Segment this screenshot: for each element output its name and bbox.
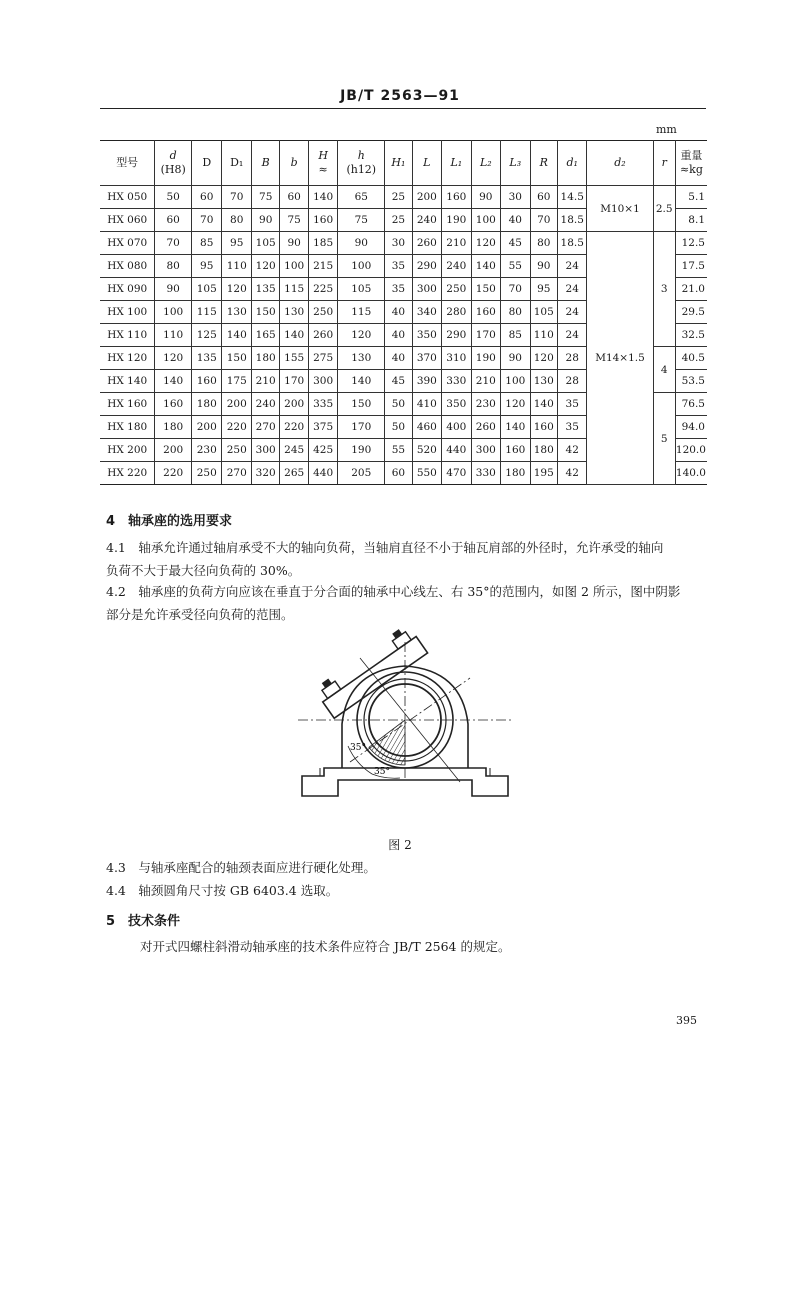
dimension-cell: 155 bbox=[280, 347, 308, 370]
weight-cell: 5.1 bbox=[675, 186, 707, 209]
dimension-cell: 210 bbox=[251, 370, 279, 393]
dimension-cell: 200 bbox=[191, 416, 222, 439]
column-header bbox=[587, 141, 653, 186]
dimension-cell: 180 bbox=[501, 462, 530, 485]
column-header bbox=[222, 141, 251, 186]
weight-cell: 32.5 bbox=[675, 324, 707, 347]
dimension-cell: 550 bbox=[412, 462, 441, 485]
dimension-cell: 55 bbox=[501, 255, 530, 278]
dimension-cell: 165 bbox=[251, 324, 279, 347]
dimension-cell: 125 bbox=[191, 324, 222, 347]
dimension-cell: 220 bbox=[222, 416, 251, 439]
dimension-cell: 60 bbox=[191, 186, 222, 209]
dimension-cell: 105 bbox=[251, 232, 279, 255]
dimension-cell: 245 bbox=[280, 439, 308, 462]
dimension-cell: 35 bbox=[557, 393, 586, 416]
dimension-cell: 180 bbox=[191, 393, 222, 416]
dimension-cell: 24 bbox=[557, 324, 586, 347]
dimension-cell: 250 bbox=[442, 278, 471, 301]
column-header bbox=[675, 141, 707, 186]
dimension-cell: 70 bbox=[501, 278, 530, 301]
dimension-cell: 75 bbox=[280, 209, 308, 232]
column-header bbox=[530, 141, 557, 186]
dimension-cell: 110 bbox=[155, 324, 192, 347]
dimension-cell: 250 bbox=[222, 439, 251, 462]
dimension-cell: 40 bbox=[501, 209, 530, 232]
dimension-cell: 225 bbox=[308, 278, 337, 301]
dimension-cell: 195 bbox=[530, 462, 557, 485]
column-header bbox=[308, 141, 337, 186]
column-header-symbol: h bbox=[357, 149, 365, 163]
dimension-cell: 460 bbox=[412, 416, 441, 439]
dimension-cell: 230 bbox=[471, 393, 500, 416]
dimension-cell: 160 bbox=[501, 439, 530, 462]
weight-cell: 53.5 bbox=[675, 370, 707, 393]
dimension-cell: 90 bbox=[338, 232, 385, 255]
paragraph-4-1-line-1: 4.1 轴承允许通过轴肩承受不大的轴向负荷，当轴肩直径不小于轴瓦肩部的外径时，允许承受的轴向 bbox=[106, 540, 664, 555]
column-header-symbol: D₁ bbox=[230, 156, 244, 170]
dimension-cell: 120 bbox=[471, 232, 500, 255]
dimension-cell: 80 bbox=[155, 255, 192, 278]
dimension-cell: 90 bbox=[501, 347, 530, 370]
dimension-cell: 260 bbox=[308, 324, 337, 347]
dimension-cell: 210 bbox=[471, 370, 500, 393]
column-header bbox=[501, 141, 530, 186]
dimension-cell: 35 bbox=[557, 416, 586, 439]
dimension-cell: 150 bbox=[251, 301, 279, 324]
dimension-cell: 135 bbox=[251, 278, 279, 301]
dimension-cell: 120 bbox=[338, 324, 385, 347]
dimension-cell: 160 bbox=[155, 393, 192, 416]
dimension-cell: 75 bbox=[338, 209, 385, 232]
column-header bbox=[412, 141, 441, 186]
dimension-cell: 250 bbox=[308, 301, 337, 324]
column-header bbox=[280, 141, 308, 186]
weight-cell: 76.5 bbox=[675, 393, 707, 416]
dimension-cell: 24 bbox=[557, 301, 586, 324]
dimension-cell: 70 bbox=[530, 209, 557, 232]
dimension-cell: 100 bbox=[338, 255, 385, 278]
paragraph-4-2-line-1: 4.2 轴承座的负荷方向应该在垂直于分合面的轴承中心线左、右 35°的范围内，如图 2 所示，图中阴影 bbox=[106, 584, 681, 599]
dimension-cell: 270 bbox=[251, 416, 279, 439]
dimension-cell: 150 bbox=[222, 347, 251, 370]
dimension-cell: 130 bbox=[338, 347, 385, 370]
dimension-cell: 100 bbox=[155, 301, 192, 324]
dimension-cell: 105 bbox=[338, 278, 385, 301]
dimension-cell: 42 bbox=[557, 439, 586, 462]
dimension-cell: 150 bbox=[338, 393, 385, 416]
dimension-cell: 210 bbox=[442, 232, 471, 255]
dimension-cell: 120 bbox=[530, 347, 557, 370]
dimension-cell: 140 bbox=[338, 370, 385, 393]
dimension-cell: 60 bbox=[385, 462, 412, 485]
dimension-cell: 340 bbox=[412, 301, 441, 324]
dimension-cell: 115 bbox=[280, 278, 308, 301]
weight-cell: 120.0 bbox=[675, 439, 707, 462]
dimension-cell: 190 bbox=[338, 439, 385, 462]
dimension-cell: 180 bbox=[530, 439, 557, 462]
column-header-symbol: H₁ bbox=[391, 156, 406, 170]
dimension-cell: 65 bbox=[338, 186, 385, 209]
dimension-cell: 60 bbox=[155, 209, 192, 232]
dimension-cell: 200 bbox=[412, 186, 441, 209]
column-header bbox=[471, 141, 500, 186]
column-header bbox=[385, 141, 412, 186]
dimension-cell: 160 bbox=[442, 186, 471, 209]
dimension-cell: 330 bbox=[471, 462, 500, 485]
weight-cell: 8.1 bbox=[675, 209, 707, 232]
dimension-cell: 60 bbox=[280, 186, 308, 209]
dimension-cell: 70 bbox=[222, 186, 251, 209]
column-header bbox=[338, 141, 385, 186]
dimension-cell: 95 bbox=[530, 278, 557, 301]
dimension-cell: 290 bbox=[442, 324, 471, 347]
weight-cell: 21.0 bbox=[675, 278, 707, 301]
dimension-cell: 180 bbox=[251, 347, 279, 370]
dimension-cell: 175 bbox=[222, 370, 251, 393]
dimension-cell: 130 bbox=[280, 301, 308, 324]
table-row bbox=[100, 186, 707, 209]
model-cell: HX 160 bbox=[100, 393, 155, 416]
angle-label-2: 35° bbox=[374, 767, 390, 777]
dimension-cell: 290 bbox=[412, 255, 441, 278]
dimension-cell: 140 bbox=[280, 324, 308, 347]
dimension-cell: 160 bbox=[530, 416, 557, 439]
figure-caption: 图 2 bbox=[388, 838, 412, 852]
dimension-cell: 150 bbox=[471, 278, 500, 301]
dimension-cell: 30 bbox=[501, 186, 530, 209]
dimension-cell: 25 bbox=[385, 209, 412, 232]
dimension-cell: 190 bbox=[442, 209, 471, 232]
dimension-cell: 205 bbox=[338, 462, 385, 485]
model-cell: HX 080 bbox=[100, 255, 155, 278]
radius-r-cell: 5 bbox=[653, 393, 675, 485]
dimension-cell: 120 bbox=[155, 347, 192, 370]
dimension-cell: 220 bbox=[280, 416, 308, 439]
dimension-cell: 24 bbox=[557, 278, 586, 301]
dimension-cell: 105 bbox=[530, 301, 557, 324]
dimension-cell: 370 bbox=[412, 347, 441, 370]
paragraph-4-1 bbox=[106, 536, 710, 582]
dimension-cell: 270 bbox=[222, 462, 251, 485]
paragraph-4-2 bbox=[106, 580, 710, 626]
weight-cell: 17.5 bbox=[675, 255, 707, 278]
thread-d2-cell: M14×1.5 bbox=[587, 232, 653, 485]
weight-cell: 94.0 bbox=[675, 416, 707, 439]
column-header-symbol: L₂ bbox=[479, 156, 492, 170]
column-header-symbol: 重量 bbox=[680, 149, 703, 163]
dimension-cell: 100 bbox=[471, 209, 500, 232]
angle-label-1: 35° bbox=[350, 743, 366, 753]
dimension-cell: 140 bbox=[530, 393, 557, 416]
dimension-cell: 265 bbox=[280, 462, 308, 485]
paragraph-4-2-line-2: 部分是允许承受径向负荷的范围。 bbox=[106, 607, 294, 622]
dimension-cell: 330 bbox=[442, 370, 471, 393]
dimension-cell: 25 bbox=[385, 186, 412, 209]
dimension-cell: 90 bbox=[155, 278, 192, 301]
dimension-cell: 350 bbox=[442, 393, 471, 416]
dimension-cell: 115 bbox=[338, 301, 385, 324]
column-header-symbol: d bbox=[169, 149, 177, 163]
column-header-symbol: d₁ bbox=[566, 156, 578, 170]
dimension-cell: 18.5 bbox=[557, 232, 586, 255]
dimension-cell: 40 bbox=[385, 324, 412, 347]
column-header-symbol: 型号 bbox=[116, 156, 139, 170]
dimension-cell: 375 bbox=[308, 416, 337, 439]
dimension-cell: 230 bbox=[191, 439, 222, 462]
dimension-cell: 335 bbox=[308, 393, 337, 416]
model-cell: HX 120 bbox=[100, 347, 155, 370]
dimension-cell: 105 bbox=[191, 278, 222, 301]
dimension-cell: 50 bbox=[385, 416, 412, 439]
dimension-cell: 135 bbox=[191, 347, 222, 370]
dimension-cell: 185 bbox=[308, 232, 337, 255]
column-header-note: ≈kg bbox=[679, 163, 703, 176]
dimension-cell: 220 bbox=[155, 462, 192, 485]
dimension-cell: 40 bbox=[385, 301, 412, 324]
model-cell: HX 100 bbox=[100, 301, 155, 324]
weight-cell: 140.0 bbox=[675, 462, 707, 485]
column-header-symbol: D bbox=[202, 156, 212, 170]
dimension-cell: 440 bbox=[442, 439, 471, 462]
radius-r-cell: 4 bbox=[653, 347, 675, 393]
column-header bbox=[191, 141, 222, 186]
model-cell: HX 110 bbox=[100, 324, 155, 347]
dimension-cell: 280 bbox=[442, 301, 471, 324]
column-header bbox=[100, 141, 155, 186]
table-header-row bbox=[100, 141, 707, 186]
dimension-cell: 130 bbox=[530, 370, 557, 393]
dimension-cell: 240 bbox=[412, 209, 441, 232]
model-cell: HX 090 bbox=[100, 278, 155, 301]
dimension-cell: 140 bbox=[308, 186, 337, 209]
dimension-cell: 50 bbox=[385, 393, 412, 416]
standard-code: JB/T 2563—91 bbox=[340, 88, 460, 104]
dimension-cell: 170 bbox=[280, 370, 308, 393]
dimension-cell: 90 bbox=[251, 209, 279, 232]
dimension-cell: 180 bbox=[155, 416, 192, 439]
model-cell: HX 200 bbox=[100, 439, 155, 462]
paragraph-4-1-line-2: 负荷不大于最大径向负荷的 30%。 bbox=[106, 563, 301, 578]
dimension-cell: 240 bbox=[442, 255, 471, 278]
column-header-symbol: L₃ bbox=[509, 156, 522, 170]
dimension-cell: 275 bbox=[308, 347, 337, 370]
dimension-cell: 200 bbox=[155, 439, 192, 462]
dimension-cell: 140 bbox=[471, 255, 500, 278]
dimension-cell: 300 bbox=[308, 370, 337, 393]
dimension-cell: 45 bbox=[385, 370, 412, 393]
dimension-cell: 160 bbox=[471, 301, 500, 324]
dimension-cell: 24 bbox=[557, 255, 586, 278]
dimension-cell: 30 bbox=[385, 232, 412, 255]
weight-cell: 12.5 bbox=[675, 232, 707, 255]
column-header-symbol: H bbox=[318, 149, 328, 163]
dimension-cell: 90 bbox=[471, 186, 500, 209]
column-header-symbol: L₁ bbox=[450, 156, 463, 170]
model-cell: HX 140 bbox=[100, 370, 155, 393]
dimension-cell: 55 bbox=[385, 439, 412, 462]
section-5-title: 5 技术条件 bbox=[106, 914, 181, 929]
column-header-note: ≈ bbox=[318, 163, 328, 176]
dimension-cell: 90 bbox=[530, 255, 557, 278]
dimension-cell: 310 bbox=[442, 347, 471, 370]
dimension-cell: 425 bbox=[308, 439, 337, 462]
dimension-cell: 140 bbox=[501, 416, 530, 439]
dimension-cell: 260 bbox=[471, 416, 500, 439]
dimension-cell: 320 bbox=[251, 462, 279, 485]
dimension-cell: 35 bbox=[385, 278, 412, 301]
dimension-cell: 250 bbox=[191, 462, 222, 485]
dimension-cell: 80 bbox=[501, 301, 530, 324]
column-header-symbol: R bbox=[539, 156, 548, 170]
dimension-cell: 100 bbox=[501, 370, 530, 393]
dimension-cell: 120 bbox=[222, 278, 251, 301]
dimension-cell: 520 bbox=[412, 439, 441, 462]
dimension-cell: 470 bbox=[442, 462, 471, 485]
column-header-symbol: b bbox=[290, 156, 298, 170]
dimension-cell: 80 bbox=[530, 232, 557, 255]
column-header-symbol: L bbox=[423, 156, 431, 170]
dimension-cell: 70 bbox=[155, 232, 192, 255]
unit-label: mm bbox=[656, 123, 677, 136]
dimension-cell: 140 bbox=[155, 370, 192, 393]
dimension-cell: 300 bbox=[251, 439, 279, 462]
dimension-cell: 80 bbox=[222, 209, 251, 232]
column-header bbox=[155, 141, 192, 186]
column-header bbox=[653, 141, 675, 186]
dimension-cell: 95 bbox=[222, 232, 251, 255]
column-header bbox=[442, 141, 471, 186]
header-rule bbox=[100, 108, 706, 109]
dimension-cell: 85 bbox=[191, 232, 222, 255]
paragraph-4-3: 4.3 与轴承座配合的轴颈表面应进行硬化处理。 bbox=[106, 860, 376, 875]
dimension-cell: 85 bbox=[501, 324, 530, 347]
dimension-cell: 110 bbox=[530, 324, 557, 347]
dimension-cell: 260 bbox=[412, 232, 441, 255]
dimension-cell: 50 bbox=[155, 186, 192, 209]
dimension-cell: 130 bbox=[222, 301, 251, 324]
dimension-cell: 100 bbox=[280, 255, 308, 278]
dimension-cell: 170 bbox=[338, 416, 385, 439]
dimension-cell: 110 bbox=[222, 255, 251, 278]
dimension-cell: 14.5 bbox=[557, 186, 586, 209]
column-header-note: (H8) bbox=[160, 163, 186, 176]
paragraph-5: 对开式四螺柱斜滑动轴承座的技术条件应符合 JB/T 2564 的规定。 bbox=[140, 939, 511, 954]
model-cell: HX 070 bbox=[100, 232, 155, 255]
dimension-cell: 240 bbox=[251, 393, 279, 416]
dimension-cell: 200 bbox=[280, 393, 308, 416]
dimension-cell: 160 bbox=[191, 370, 222, 393]
weight-cell: 40.5 bbox=[675, 347, 707, 370]
bearing-seat-figure bbox=[290, 628, 520, 808]
table-body bbox=[100, 186, 707, 485]
dimension-cell: 35 bbox=[385, 255, 412, 278]
dimension-cell: 350 bbox=[412, 324, 441, 347]
table-row bbox=[100, 232, 707, 255]
dimension-cell: 390 bbox=[412, 370, 441, 393]
model-cell: HX 220 bbox=[100, 462, 155, 485]
dimension-cell: 410 bbox=[412, 393, 441, 416]
column-header-note: (h12) bbox=[346, 163, 377, 176]
column-header bbox=[251, 141, 279, 186]
weight-cell: 29.5 bbox=[675, 301, 707, 324]
dimension-cell: 300 bbox=[412, 278, 441, 301]
dimension-cell: 42 bbox=[557, 462, 586, 485]
dimension-cell: 60 bbox=[530, 186, 557, 209]
column-header-symbol: d₂ bbox=[614, 156, 626, 170]
model-cell: HX 180 bbox=[100, 416, 155, 439]
dimension-cell: 120 bbox=[501, 393, 530, 416]
radius-r-cell: 3 bbox=[653, 232, 675, 347]
dimension-cell: 75 bbox=[251, 186, 279, 209]
column-header-symbol: B bbox=[261, 156, 270, 170]
dimension-cell: 190 bbox=[471, 347, 500, 370]
page-number: 395 bbox=[676, 1014, 697, 1027]
dimension-cell: 440 bbox=[308, 462, 337, 485]
dimension-cell: 90 bbox=[280, 232, 308, 255]
dimension-cell: 170 bbox=[471, 324, 500, 347]
dimension-table bbox=[100, 140, 707, 485]
column-header-symbol: r bbox=[661, 156, 667, 170]
paragraph-4-4: 4.4 轴颈圆角尺寸按 GB 6403.4 选取。 bbox=[106, 883, 339, 898]
dimension-cell: 45 bbox=[501, 232, 530, 255]
section-4-title: 4 轴承座的选用要求 bbox=[106, 514, 233, 529]
dimension-cell: 28 bbox=[557, 370, 586, 393]
model-cell: HX 060 bbox=[100, 209, 155, 232]
dimension-cell: 70 bbox=[191, 209, 222, 232]
thread-d2-cell: M10×1 bbox=[587, 186, 653, 232]
dimension-cell: 400 bbox=[442, 416, 471, 439]
dimension-cell: 300 bbox=[471, 439, 500, 462]
dimension-cell: 28 bbox=[557, 347, 586, 370]
dimension-cell: 95 bbox=[191, 255, 222, 278]
column-header bbox=[557, 141, 586, 186]
dimension-cell: 160 bbox=[308, 209, 337, 232]
dimension-cell: 115 bbox=[191, 301, 222, 324]
dimension-cell: 200 bbox=[222, 393, 251, 416]
dimension-cell: 120 bbox=[251, 255, 279, 278]
dimension-cell: 40 bbox=[385, 347, 412, 370]
dimension-cell: 215 bbox=[308, 255, 337, 278]
model-cell: HX 050 bbox=[100, 186, 155, 209]
dimension-cell: 18.5 bbox=[557, 209, 586, 232]
radius-r-cell: 2.5 bbox=[653, 186, 675, 232]
dimension-cell: 140 bbox=[222, 324, 251, 347]
